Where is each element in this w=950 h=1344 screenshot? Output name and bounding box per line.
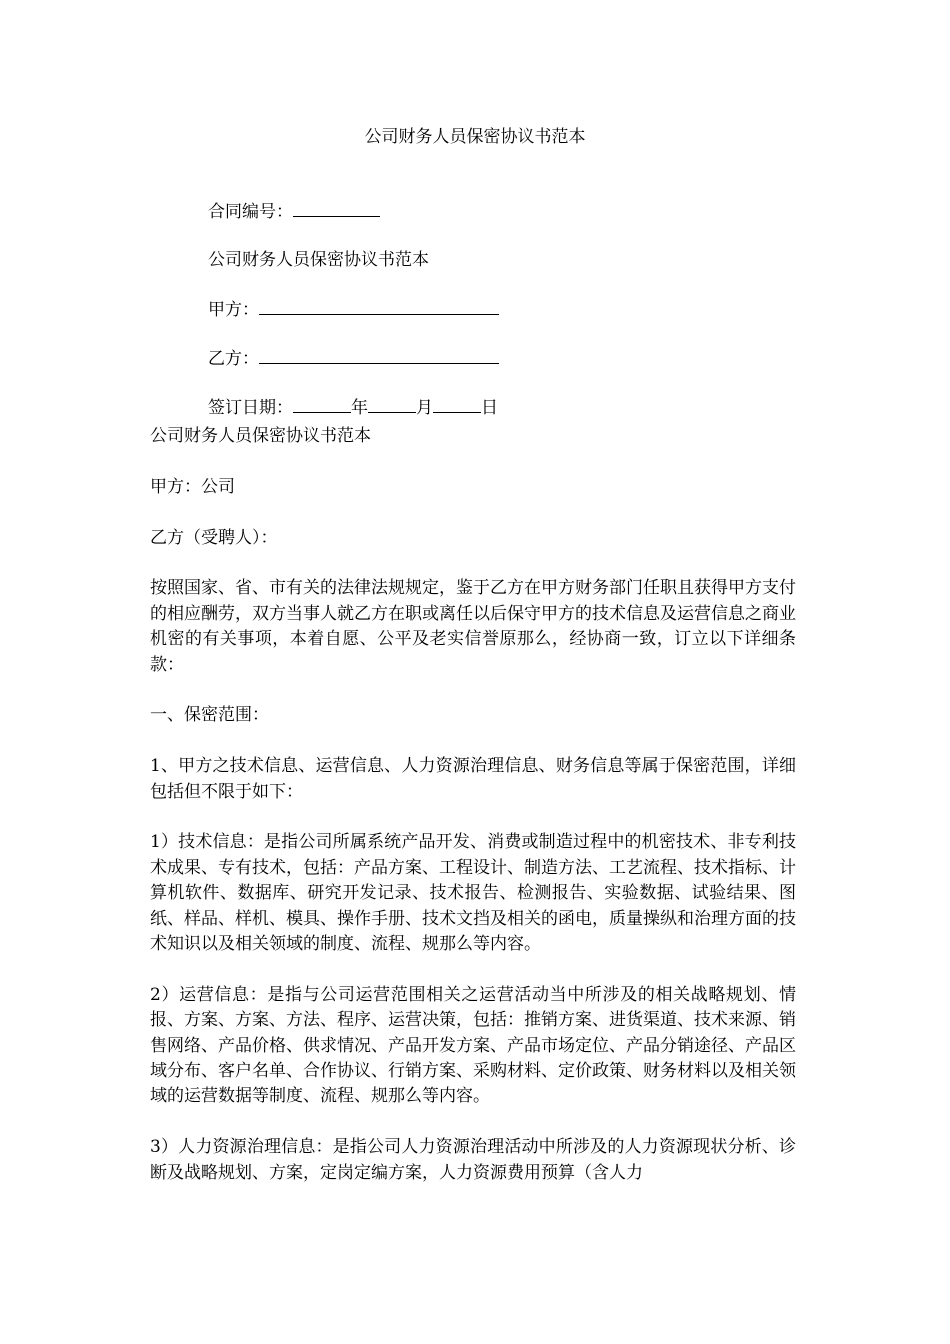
body-heading: 公司财务人员保密协议书范本 — [150, 426, 371, 446]
month-blank — [368, 395, 416, 413]
party-b-line: 乙方（受聘人）： — [150, 527, 278, 548]
contract-number-label: 合同编号： — [208, 202, 293, 222]
document-title: 公司财务人员保密协议书范本 — [364, 127, 586, 147]
section-1-title: 一、保密范围： — [150, 705, 269, 726]
document-body — [150, 424, 796, 1211]
clause-1: 1、甲方之技术信息、运营信息、人力资源治理信息、财务信息等属于保密范围，详细包括但不限于如下： — [150, 756, 796, 802]
day-label: 日 — [481, 398, 498, 418]
day-blank — [433, 395, 481, 413]
party-b-label: 乙方： — [208, 349, 259, 369]
cover-block — [208, 199, 499, 444]
party-a-line: 甲方：公司 — [150, 476, 235, 497]
month-label: 月 — [416, 398, 433, 418]
item-hr-info: 3）人力资源治理信息：是指公司人力资源治理活动中所涉及的人力资源现状分析、诊断及战略规划、方案，定岗定编方案，人力资源费用预算（含人力 — [150, 1137, 796, 1183]
item-operation-info: 2）运营信息：是指与公司运营范围相关之运营活动当中所涉及的相关战略规划、情报、方案、方案、方法、程序、运营决策，包括：推销方案、进货渠道、技术来源、销售网络、产品价格、供求情况、产品开发方案、产品市场定位、产品分销途径、产品区域分布、客户名单、合作协议、行销方案、采购材料、定价政策、财务材料以及相关领域的运营数据等制度、流程、规那么等内容。 — [150, 984, 796, 1107]
intro-paragraph: 按照国家、省、市有关的法律法规规定，鉴于乙方在甲方财务部门任职且获得甲方支付的相应酬劳，双方当事人就乙方在职或离任以后保守甲方的技术信息及运营信息之商业机密的有关事项，本着自愿、公平及老实信誉原那么，经协商一致，订立以下详细条款： — [150, 578, 796, 675]
year-label: 年 — [351, 398, 368, 418]
sign-date-row — [208, 395, 499, 419]
party-b-row — [208, 346, 499, 370]
contract-number-row — [208, 199, 499, 223]
party-a-label: 甲方： — [208, 300, 259, 320]
party-a-blank — [259, 297, 499, 315]
sign-date-label: 签订日期： — [208, 398, 293, 418]
party-a-row — [208, 297, 499, 321]
contract-number-blank — [293, 199, 380, 217]
cover-subtitle: 公司财务人员保密协议书范本 — [208, 250, 429, 270]
party-b-blank — [259, 346, 499, 364]
item-technical-info: 1）技术信息：是指公司所属系统产品开发、消费或制造过程中的机密技术、非专利技术成果、专有技术，包括：产品方案、工程设计、制造方法、工艺流程、技术指标、计算机软件、数据库、研究开发记录、技术报告、检测报告、实验数据、试验结果、图纸、样品、样机、模具、操作手册、技术文挡及相关的函电，质量操纵和治理方面的技术知识以及相关领域的制度、流程、规那么等内容。 — [150, 832, 796, 955]
year-blank — [293, 395, 351, 413]
